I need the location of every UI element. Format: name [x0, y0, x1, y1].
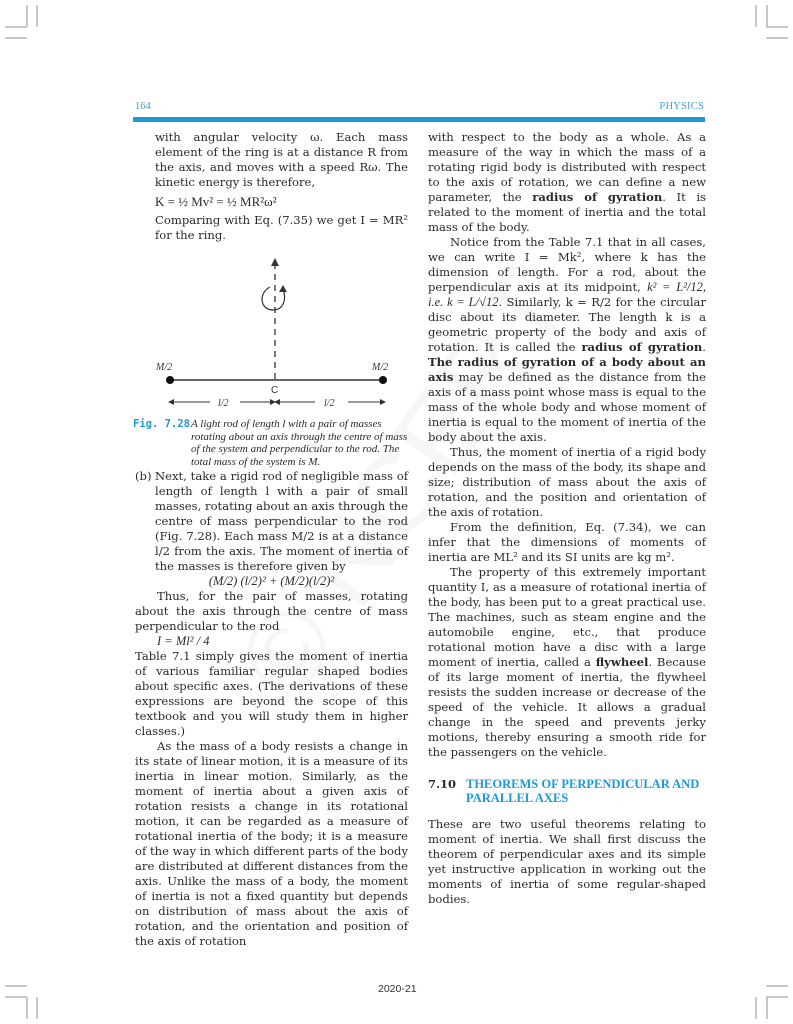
- section-heading: [428, 777, 708, 805]
- dimension-arrowhead: [274, 399, 280, 405]
- paragraph: As the mass of a body resists a change in its state of linear motion, it is a measure of its inertia in linear motion. Similarly, as the moment of inertia about a given axis of rotation resists a change in its rotational motion, it can be regarded as a measure of rotational inertia of the body; it is a measure of the way in which different parts of the body are distributed at different distances from the axis. Unlike the mass of a body, the moment of inertia is not a fixed quantity but depends on distribution of mass about the axis of rotation, and the orientation and position of the axis of rotation: [135, 739, 408, 948]
- figure-rod-diagram: [150, 255, 410, 415]
- figure-label: Fig. 7.28: [133, 418, 190, 430]
- definition-radius-of-gyration: The radius of gyration of a body about an axis: [428, 355, 706, 384]
- caption-text: A light rod of length l with a pair of masses rotating about an axis through the centre of mass of the system and perpendicular to the rod. The total mass of the system is M.: [191, 418, 408, 468]
- page-number: 164: [135, 101, 151, 112]
- left-column-bottom: [135, 469, 408, 949]
- section-intro: [428, 817, 706, 907]
- section-title: THEOREMS OF PERPENDICULAR AND PARALLEL AXES: [466, 777, 700, 805]
- paragraph: From the definition, Eq. (7.34), we can infer that the dimensions of moments of inertia are ML² and its SI units are kg m².: [428, 520, 706, 564]
- term-flywheel: flywheel: [595, 655, 649, 669]
- paragraph: Thus, for the pair of masses, rotating about the axis through the centre of mass perpendicular to the rod: [135, 589, 408, 633]
- mass-left-label: M/2: [156, 362, 173, 373]
- section-number: 7.10: [428, 777, 457, 791]
- half-length-left-label: l/2: [218, 398, 229, 409]
- header-rule: [133, 117, 705, 122]
- crop-mark: [5, 26, 27, 28]
- paragraph: The property of this extremely important quantity I, as a measure of rotational inertia of the body, has been put to a great practical use. The machines, such as steam engine and the automobile engine, etc., that produce rotational motion have a disc with a large moment of inertia, called a flywheel. Because of its large moment of inertia, the flywheel resists the sudden increase or decrease of the speed of the vehicle. It allows a gradual change in the speed and prevents jerky motions, thereby ensuring a smooth ride for the passengers on the vehicle.: [428, 565, 706, 759]
- paragraph: Notice from the Table 7.1 that in all cases, we can write I = Mk², where k has the dimension of length. For a rod, about the perpendicular axis at its midpoint, k² = L²/12, i.e. k = L/√12. Similarly, k = R/2 for the circular disc about its diameter. The length k is a geometric property of the body and axis of rotation. It is called the radius of gyration. The radius of gyration of a body about an axis may be defined as the distance from the axis of a mass point whose mass is equal to the mass of the whole body and whose moment of inertia is equal to the moment of inertia of the body about the axis.: [428, 235, 707, 444]
- list-marker: (b): [135, 469, 152, 483]
- crop-mark: [755, 5, 757, 27]
- crop-mark: [5, 996, 27, 998]
- crop-mark: [36, 997, 38, 1019]
- dimension-arrowhead: [380, 399, 386, 405]
- crop-mark: [766, 985, 788, 987]
- crop-mark: [766, 997, 768, 1019]
- crop-mark: [755, 997, 757, 1019]
- term-radius-of-gyration: radius of gyration: [532, 190, 663, 204]
- equation-moment-inertia: I = Ml² / 4: [157, 634, 210, 648]
- paragraph: Next, take a rigid rod of negligible mass of length of length l with a pair of small masses, rotating about an axis through the centre of mass perpendicular to the rod (Fig. 7.28). Each mass M/2 is at a distance l/2 from the axis. The moment of inertia of the masses is therefore given by: [155, 469, 408, 573]
- crop-mark: [766, 26, 788, 28]
- paragraph: with respect to the body as a whole. As a measure of the way in which the mass of a rotating rigid body is distributed with respect to the axis of rotation, we can define a new parameter, the radius of gyration. It is related to the moment of inertia and the total mass of the body.: [428, 130, 706, 234]
- equation-radius-gyration-rod: k² = L²/12, i.e. k = L/√12: [428, 280, 707, 309]
- paragraph: Comparing with Eq. (7.35) we get I = MR² for the ring.: [155, 213, 408, 242]
- paragraph: Thus, the moment of inertia of a rigid body depends on the mass of the body, its shape and size; distribution of mass about the axis of rotation, and the position and orientation of the axis of rotation.: [428, 445, 706, 519]
- crop-mark: [26, 997, 28, 1019]
- crop-mark: [36, 5, 38, 27]
- mass-left: [166, 376, 174, 384]
- centre-label: C: [271, 385, 279, 396]
- paragraph: Table 7.1 simply gives the moment of inertia of various familiar regular shaped bodies about specific axes. (The derivations of these expressions are beyond the scope of this textbook and you will study them in higher classes.): [135, 649, 408, 738]
- figure-caption: [133, 418, 411, 468]
- crop-mark: [766, 996, 788, 998]
- crop-mark: [766, 37, 788, 39]
- paragraph: These are two useful theorems relating to moment of inertia. We shall first discuss the theorem of perpendicular axes and its simple yet instructive application in working out the moments of inertia of some regular-shaped bodies.: [428, 817, 706, 906]
- crop-mark: [766, 5, 768, 27]
- equation-kinetic-energy: K = ½ Mv² = ½ MR²ω²: [155, 194, 277, 209]
- dimension-arrowhead: [168, 399, 174, 405]
- crop-mark: [5, 985, 27, 987]
- rotation-arrowhead: [279, 285, 287, 292]
- right-column: [428, 130, 706, 760]
- paragraph: with angular velocity ω. Each mass element of the ring is at a distance R from the axis, and moves with a speed Rω. The kinetic energy is therefore,: [155, 130, 408, 189]
- crop-mark: [5, 37, 27, 39]
- equation-sum: (M/2) (l/2)² + (M/2)(l/2)²: [208, 574, 335, 588]
- list-item-b: [135, 469, 408, 574]
- half-length-right-label: l/2: [324, 398, 335, 409]
- mass-right-label: M/2: [372, 362, 389, 373]
- mass-right: [379, 376, 387, 384]
- footer-year: 2020-21: [378, 983, 417, 995]
- subject-title: PHYSICS: [659, 101, 704, 112]
- crop-mark: [26, 5, 28, 27]
- axis-arrowhead: [271, 258, 279, 266]
- left-column-top: [155, 130, 408, 243]
